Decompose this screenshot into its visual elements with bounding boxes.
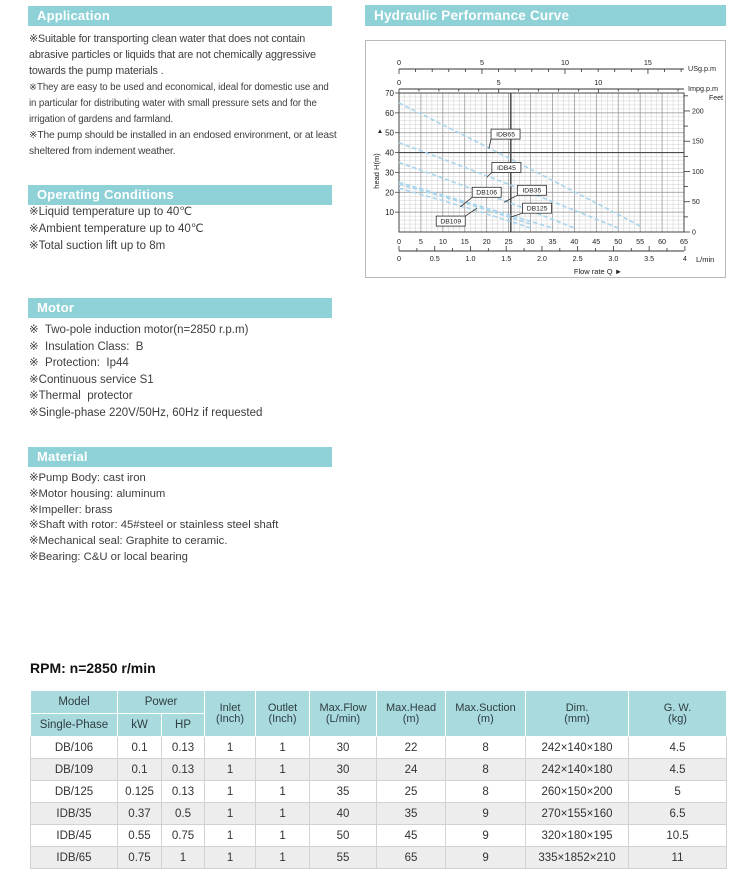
spec-cell: 25 <box>377 781 446 803</box>
motor-title: Motor <box>37 300 75 315</box>
spec-cell: IDB/35 <box>31 803 118 825</box>
text-line: in particular for distributing water with small pressure sets and for the <box>29 97 317 109</box>
spec-cell: 30 <box>310 759 377 781</box>
spec-cell: 24 <box>377 759 446 781</box>
spec-cell: 1 <box>162 847 205 869</box>
spec-cell: 9 <box>446 803 526 825</box>
spec-cell: 1 <box>256 825 310 847</box>
spec-cell: 8 <box>446 737 526 759</box>
svg-text:0: 0 <box>397 78 401 87</box>
svg-text:IDB45: IDB45 <box>496 164 516 172</box>
svg-text:0: 0 <box>397 254 401 263</box>
svg-text:20: 20 <box>482 237 491 246</box>
svg-text:L/min: L/min <box>696 255 715 264</box>
spec-cell: 45 <box>377 825 446 847</box>
spec-cell: DB/106 <box>31 737 118 759</box>
svg-text:50: 50 <box>385 128 394 138</box>
application-section-header <box>28 6 332 26</box>
svg-text:4: 4 <box>682 254 687 263</box>
spec-cell: 50 <box>310 825 377 847</box>
spec-cell: 6.5 <box>629 803 727 825</box>
operating-conditions-title: Operating Conditions <box>37 187 174 202</box>
svg-text:DB109: DB109 <box>440 218 462 226</box>
table-row <box>31 737 727 759</box>
text-line: ※Impeller: brass <box>29 503 113 516</box>
svg-text:25: 25 <box>504 237 513 246</box>
spec-cell: 1 <box>256 759 310 781</box>
spec-cell: 320×180×195 <box>526 825 629 847</box>
svg-text:10: 10 <box>560 58 569 67</box>
spec-cell: 0.1 <box>118 737 162 759</box>
svg-text:Feet: Feet <box>709 95 724 102</box>
svg-text:65: 65 <box>680 237 688 246</box>
spec-table-body <box>31 737 727 869</box>
spec-cell: IDB/65 <box>31 847 118 869</box>
svg-text:1.5: 1.5 <box>501 254 512 263</box>
svg-text:IDB65: IDB65 <box>496 131 515 139</box>
table-row <box>31 847 727 869</box>
spec-cell: 0.125 <box>118 781 162 803</box>
svg-text:150: 150 <box>692 138 704 146</box>
spec-cell: 55 <box>310 847 377 869</box>
svg-text:10: 10 <box>438 237 447 246</box>
chart-title: Hydraulic Performance Curve <box>374 8 570 23</box>
svg-text:3.5: 3.5 <box>644 254 655 263</box>
spec-cell: 11 <box>629 847 727 869</box>
col-power: Power <box>118 691 205 714</box>
spec-cell: 1 <box>256 803 310 825</box>
svg-text:1.0: 1.0 <box>465 254 476 263</box>
text-line: towards the pump materials . <box>29 65 164 78</box>
spec-cell: 65 <box>377 847 446 869</box>
svg-text:30: 30 <box>526 237 535 246</box>
col-hp: HP <box>162 714 205 737</box>
text-line: ※ Insulation Class: B <box>29 340 144 353</box>
text-line: ※Total suction lift up to 8m <box>29 240 166 253</box>
svg-text:15: 15 <box>460 237 469 246</box>
svg-text:USg.p.m: USg.p.m <box>688 64 716 73</box>
spec-cell: 0.1 <box>118 759 162 781</box>
spec-cell: 1 <box>205 737 256 759</box>
col-model: Model <box>31 691 118 714</box>
spec-cell: 0.13 <box>162 781 205 803</box>
text-line: ※Shaft with rotor: 45#steel or stainless steel shaft <box>29 519 279 532</box>
svg-text:100: 100 <box>692 168 704 176</box>
motor-text <box>29 322 262 422</box>
spec-cell: 22 <box>377 737 446 759</box>
text-line: ※Mechanical seal: Graphite to ceramic. <box>29 535 228 548</box>
svg-text:200: 200 <box>692 108 704 116</box>
svg-text:40: 40 <box>385 148 394 158</box>
spec-cell: IDB/45 <box>31 825 118 847</box>
col-gw: G. W. (kg) <box>629 691 727 737</box>
svg-text:0: 0 <box>397 237 401 246</box>
spec-cell: 1 <box>205 781 256 803</box>
svg-text:2.5: 2.5 <box>572 254 583 263</box>
motor-section-header <box>28 298 332 318</box>
svg-text:10: 10 <box>594 78 603 87</box>
svg-text:3.0: 3.0 <box>608 254 619 263</box>
material-title: Material <box>37 449 88 464</box>
spec-cell: 0.37 <box>118 803 162 825</box>
spec-cell: 40 <box>310 803 377 825</box>
svg-text:0.5: 0.5 <box>429 254 440 263</box>
text-line: ※ Protection: Ip44 <box>29 357 129 370</box>
text-line: ※ Two-pole induction motor(n=2850 r.p.m) <box>29 324 249 336</box>
col-max-flow: Max.Flow (L/min) <box>310 691 377 737</box>
spec-cell: 35 <box>310 781 377 803</box>
text-line: ※Thermal protector <box>29 390 133 403</box>
col-outlet: Outlet (Inch) <box>256 691 310 737</box>
text-line: ※Suitable for transporting clean water that does not contain <box>29 33 306 45</box>
svg-text:60: 60 <box>385 108 394 118</box>
spec-cell: 1 <box>205 847 256 869</box>
spec-cell: 30 <box>310 737 377 759</box>
hydraulic-performance-curve-header <box>365 5 726 26</box>
svg-text:40: 40 <box>570 237 579 246</box>
spec-cell: 8 <box>446 781 526 803</box>
spec-table <box>30 690 727 869</box>
spec-cell: DB/125 <box>31 781 118 803</box>
spec-cell: 10.5 <box>629 825 727 847</box>
svg-text:45: 45 <box>592 237 601 246</box>
text-line: abrasive particles or liquids that are not chemically aggressive <box>29 49 316 62</box>
svg-text:▲: ▲ <box>376 128 384 135</box>
svg-text:50: 50 <box>614 237 623 246</box>
svg-text:0: 0 <box>692 229 696 237</box>
spec-cell: 1 <box>205 759 256 781</box>
svg-text:35: 35 <box>548 237 557 246</box>
application-title: Application <box>37 8 110 23</box>
spec-cell: 5 <box>629 781 727 803</box>
svg-text:55: 55 <box>636 237 645 246</box>
spec-cell: 0.75 <box>118 847 162 869</box>
col-single-phase: Single-Phase <box>31 714 118 737</box>
spec-cell: 242×140×180 <box>526 737 629 759</box>
svg-text:Flow rate Q ►: Flow rate Q ► <box>573 267 623 276</box>
svg-text:5: 5 <box>496 78 501 87</box>
svg-text:2.0: 2.0 <box>536 254 547 263</box>
svg-text:60: 60 <box>658 237 667 246</box>
text-line: ※They are easy to be used and economical, ideal for domestic use and <box>29 81 329 93</box>
operating-conditions-text <box>29 204 204 256</box>
col-max-head: Max.Head (m) <box>377 691 446 737</box>
spec-cell: 4.5 <box>629 737 727 759</box>
spec-cell: 1 <box>256 847 310 869</box>
svg-text:5: 5 <box>479 58 484 67</box>
spec-cell: 0.13 <box>162 737 205 759</box>
spec-cell: 1 <box>256 781 310 803</box>
svg-text:DB106: DB106 <box>476 189 498 197</box>
svg-text:10: 10 <box>385 208 394 218</box>
spec-cell: 242×140×180 <box>526 759 629 781</box>
spec-cell: 260×150×200 <box>526 781 629 803</box>
col-max-suction: Max.Suction (m) <box>446 691 526 737</box>
hydraulic-curve-svg <box>366 41 725 277</box>
table-row <box>31 759 727 781</box>
svg-text:15: 15 <box>643 58 652 67</box>
svg-text:DB125: DB125 <box>526 205 548 213</box>
spec-cell: 0.75 <box>162 825 205 847</box>
spec-cell: 0.13 <box>162 759 205 781</box>
spec-cell: DB/109 <box>31 759 118 781</box>
svg-text:Impg.p.m: Impg.p.m <box>688 84 718 93</box>
spec-cell: 270×155×160 <box>526 803 629 825</box>
spec-cell: 0.5 <box>162 803 205 825</box>
text-line: ※Single-phase 220V/50Hz, 60Hz if requested <box>29 406 263 419</box>
application-text <box>29 31 337 161</box>
spec-cell: 335×1852×210 <box>526 847 629 869</box>
text-line: ※Bearing: C&U or local bearing <box>29 550 188 563</box>
text-line: ※Continuous service S1 <box>29 373 154 386</box>
col-kw: kW <box>118 714 162 737</box>
spec-table-header <box>31 691 727 737</box>
spec-cell: 9 <box>446 825 526 847</box>
text-line: irrigation of gardens and farmland. <box>29 114 174 126</box>
table-row <box>31 803 727 825</box>
text-line: sheltered from indement weather. <box>29 146 176 158</box>
table-row <box>31 781 727 803</box>
svg-text:30: 30 <box>385 168 394 178</box>
material-text <box>29 471 278 566</box>
text-line: ※Liquid temperature up to 40℃ <box>29 206 193 218</box>
spec-cell: 35 <box>377 803 446 825</box>
spec-cell: 1 <box>205 803 256 825</box>
operating-conditions-section-header <box>28 185 332 205</box>
text-line: ※Motor housing: aluminum <box>29 487 166 500</box>
spec-cell: 1 <box>205 825 256 847</box>
hydraulic-performance-chart <box>365 40 726 278</box>
spec-cell: 8 <box>446 759 526 781</box>
svg-text:IDB35: IDB35 <box>522 187 542 195</box>
col-inlet: Inlet (Inch) <box>205 691 256 737</box>
spec-cell: 1 <box>256 737 310 759</box>
spec-cell: 0.55 <box>118 825 162 847</box>
svg-text:70: 70 <box>385 89 394 98</box>
axes <box>372 58 723 276</box>
table-row <box>31 825 727 847</box>
text-line: ※The pump should be installed in an endosed environment, or at least <box>29 130 337 142</box>
svg-text:0: 0 <box>397 58 401 67</box>
svg-text:head H(m): head H(m) <box>372 153 381 189</box>
svg-text:50: 50 <box>692 199 700 207</box>
rpm-caption: RPM: n=2850 r/min <box>30 660 156 676</box>
material-section-header <box>28 447 332 467</box>
text-line: ※Pump Body: cast iron <box>29 472 146 484</box>
col-dim: Dim. (mm) <box>526 691 629 737</box>
text-line: ※Ambient temperature up to 40℃ <box>29 223 204 236</box>
spec-cell: 4.5 <box>629 759 727 781</box>
spec-cell: 9 <box>446 847 526 869</box>
svg-text:20: 20 <box>385 188 394 198</box>
svg-text:5: 5 <box>418 237 423 246</box>
